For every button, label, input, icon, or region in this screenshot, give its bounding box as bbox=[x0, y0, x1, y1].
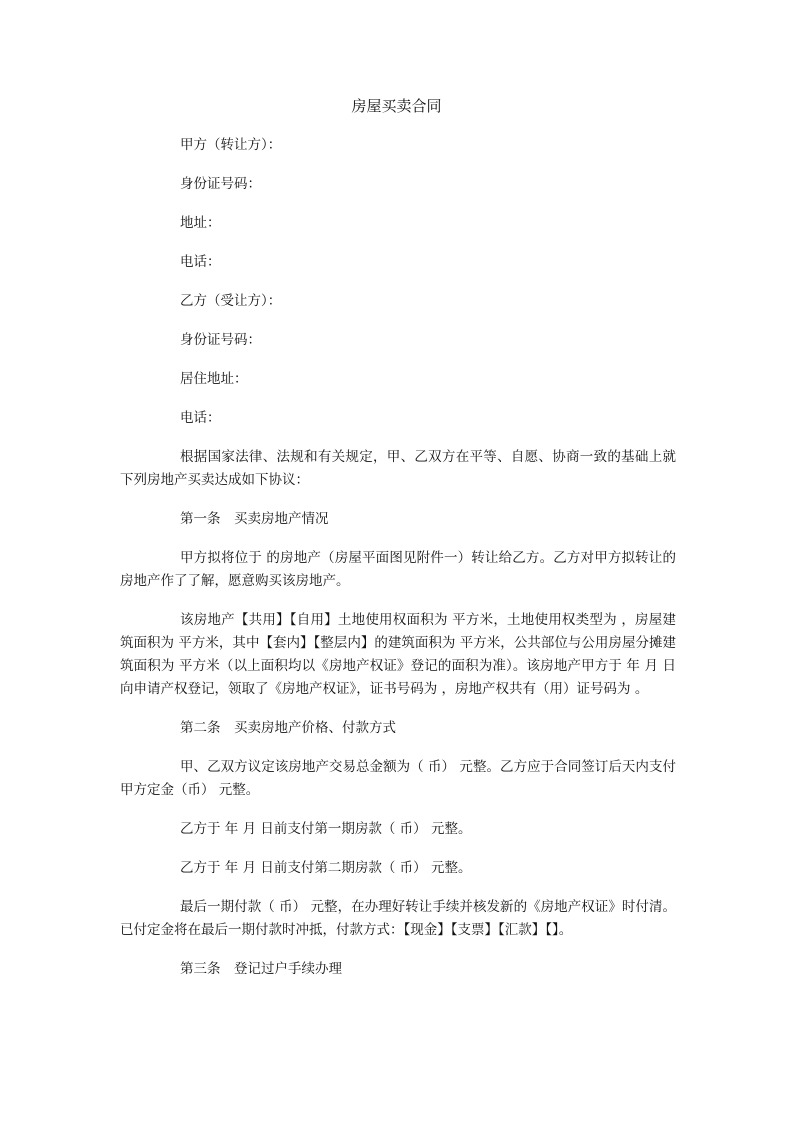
party-a-label: 甲方（转让方）： bbox=[180, 137, 282, 153]
party-a-address-label: 地址： bbox=[180, 215, 221, 231]
article-3-heading: 第三条 登记过户手续办理 bbox=[180, 961, 342, 977]
party-b-phone-label: 电话： bbox=[180, 410, 221, 426]
party-b-id-label: 身份证号码： bbox=[180, 332, 261, 348]
party-b-label: 乙方（受让方）： bbox=[180, 293, 282, 309]
preamble-paragraph: 根据国家法律、法规和有关规定，甲、乙双方在平等、自愿、协商一致的基础上就下列房地产买卖达成如下协议： bbox=[120, 449, 676, 488]
article-2-paragraph-4: 最后一期付款（ 币） 元整，在办理好转让手续并核发新的《房地产权证》时付清。已付定金将在最后一期付款时冲抵，付款方式：【现金】【支票】【汇款】【】。 bbox=[120, 899, 676, 938]
party-a-id-label: 身份证号码： bbox=[180, 176, 261, 192]
article-2-paragraph-1: 甲、乙双方议定该房地产交易总金额为（ 币） 元整。乙方应于合同签订后天内支付甲方定金（币） 元整。 bbox=[120, 759, 676, 798]
article-2-heading: 第二条 买卖房地产价格、付款方式 bbox=[180, 720, 396, 736]
article-1-heading: 第一条 买卖房地产情况 bbox=[180, 511, 329, 527]
party-b-address-label: 居住地址： bbox=[180, 371, 248, 387]
party-a-phone-label: 电话： bbox=[180, 254, 221, 270]
document-body bbox=[120, 134, 676, 997]
article-2-paragraph-3: 乙方于 年 月 日前支付第二期房款（ 币） 元整。 bbox=[180, 860, 472, 876]
article-1-paragraph-2: 该房地产【共用】【自用】土地使用权面积为 平方米，土地使用权类型为 ，房屋建筑面积为 平方米，其中【套内】【整层内】的建筑面积为 平方米，公共部位与公用房屋分摊建筑面积为 平方米（以上面积均以《房地产权证》登记的面积为准）。该房地产甲方于 年 月 日向申请产权登记，领取了《房地产权证》，证书号码为 ，房地产权共有（用）证号码为 。 bbox=[120, 612, 676, 697]
document-title: 房屋买卖合同 bbox=[351, 97, 442, 115]
article-1-paragraph-1: 甲方拟将位于 的房地产（房屋平面图见附件一）转让给乙方。乙方对甲方拟转让的房地产作了了解，愿意购买该房地产。 bbox=[120, 550, 676, 589]
article-2-paragraph-2: 乙方于 年 月 日前支付第一期房款（ 币） 元整。 bbox=[180, 821, 472, 837]
